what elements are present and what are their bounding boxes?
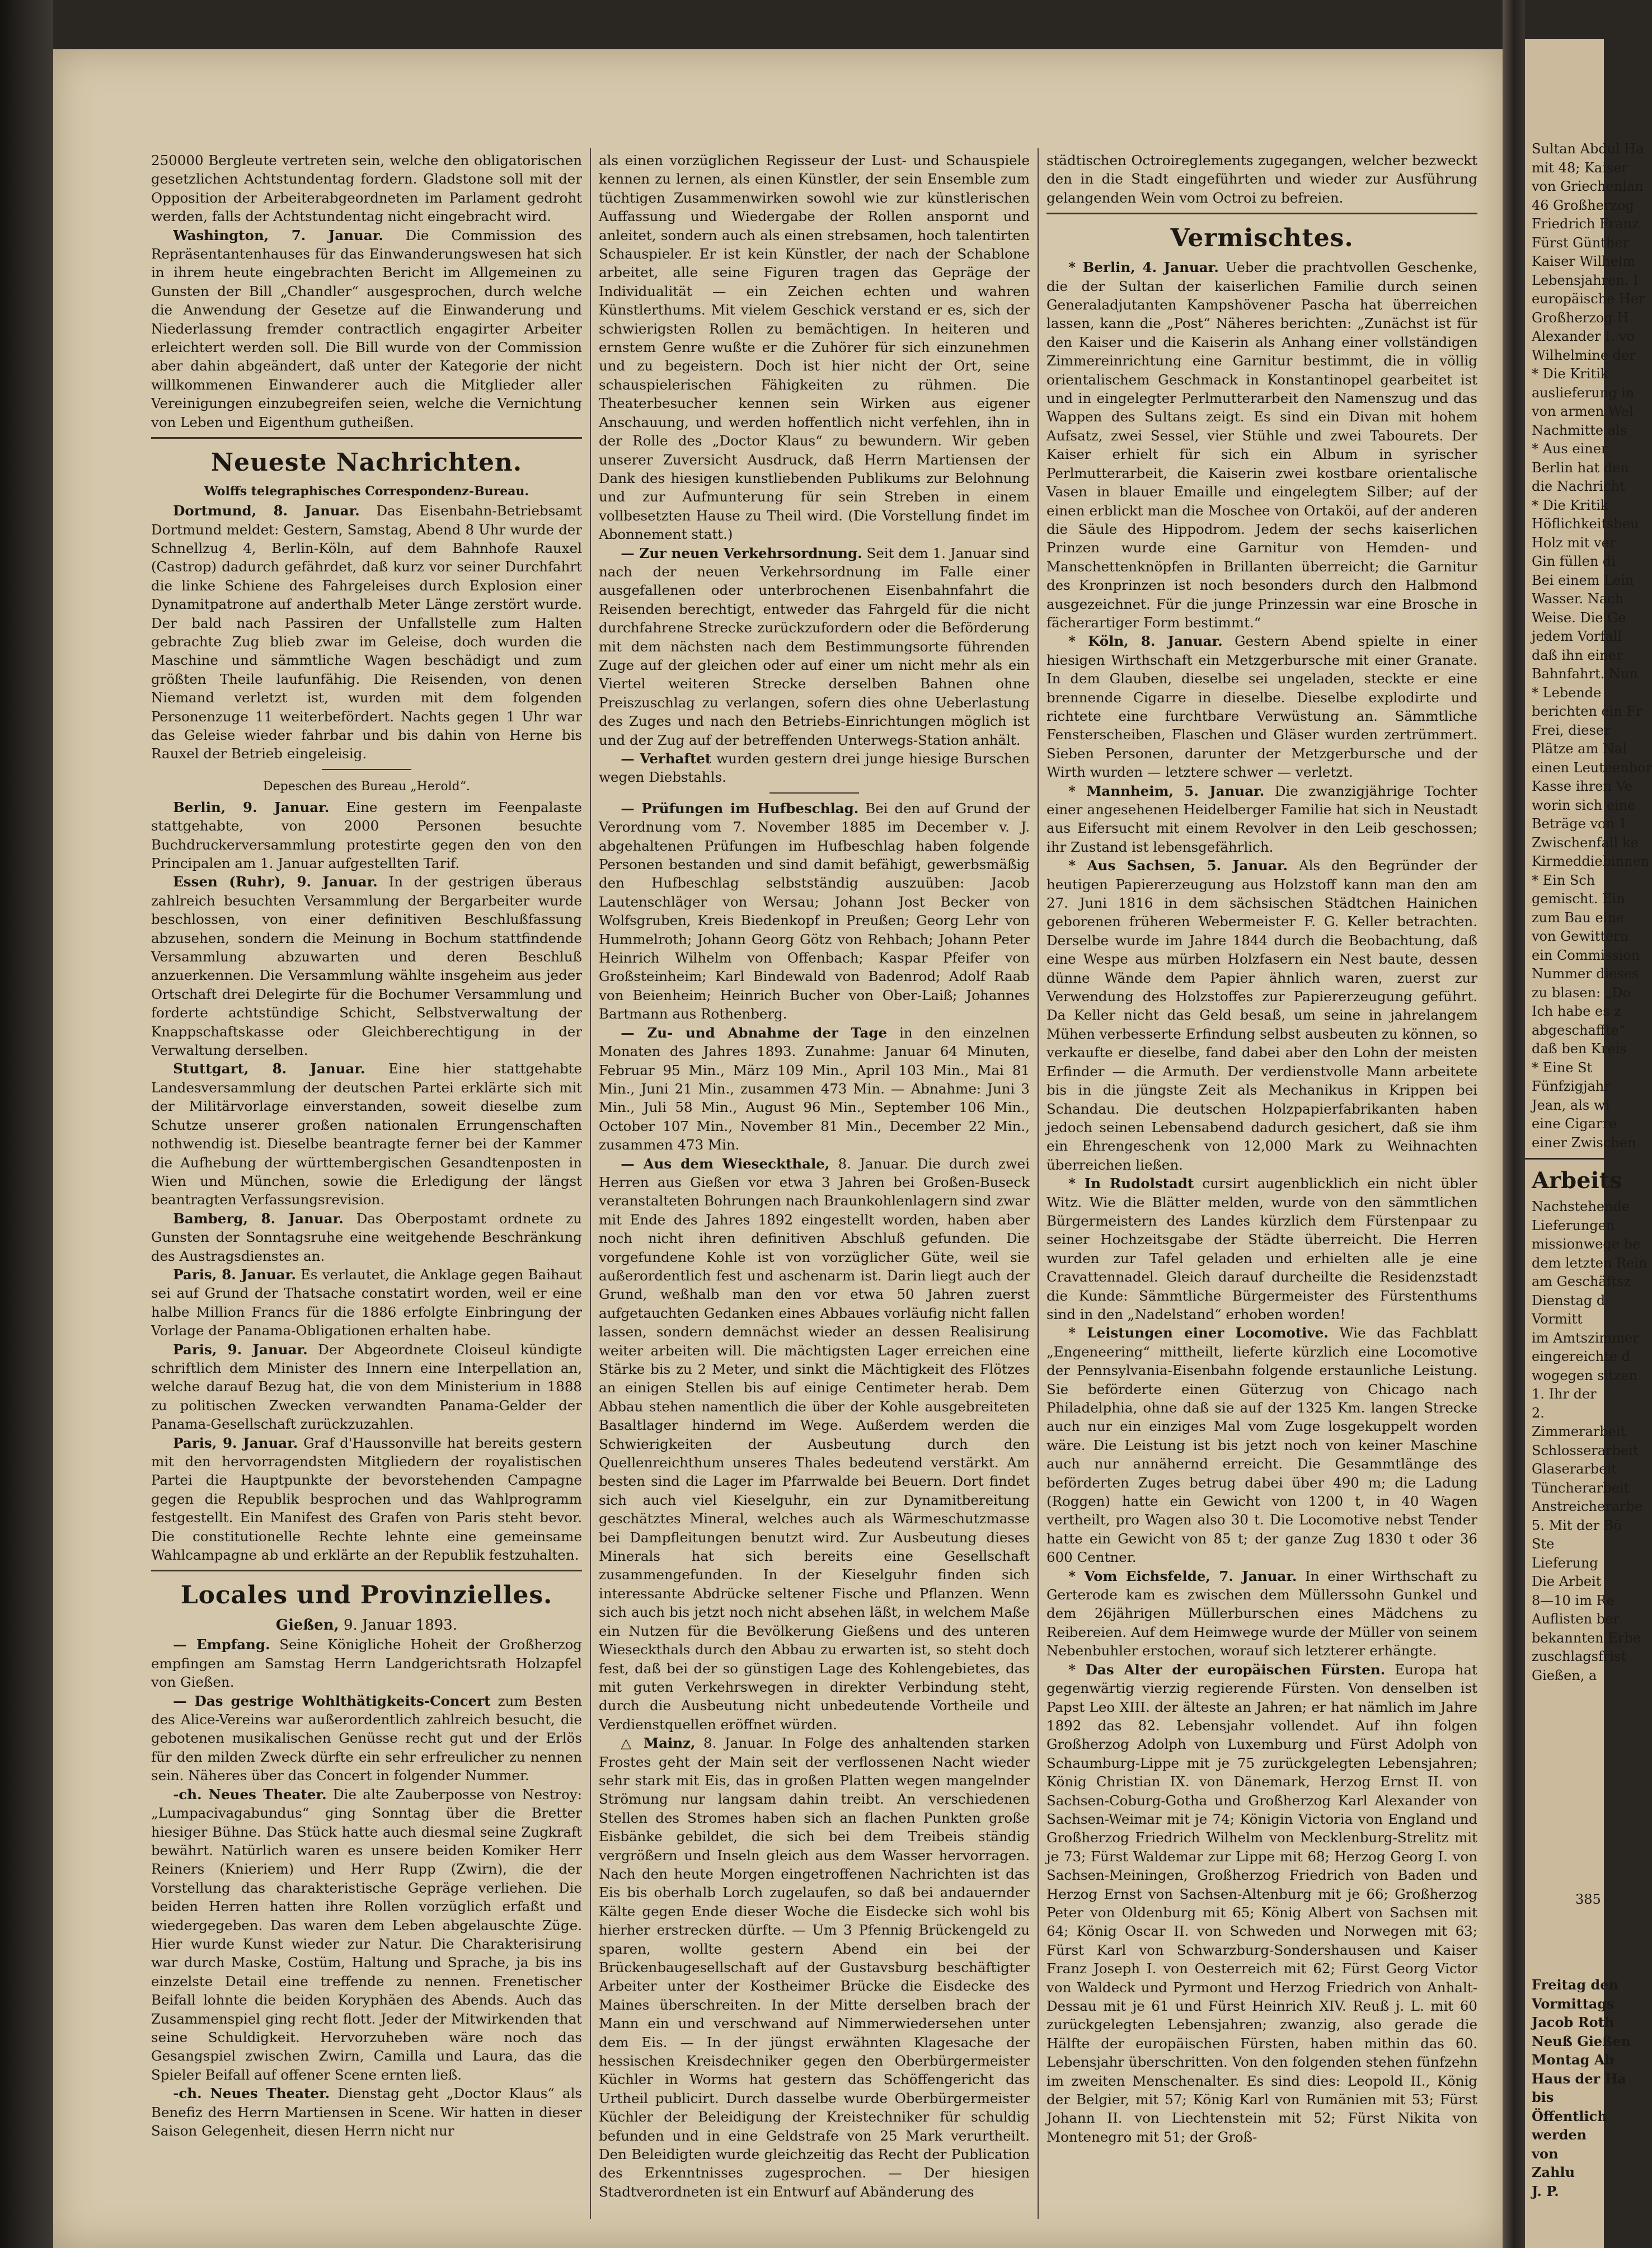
next-page-line: Haus der Ha <box>1532 2070 1626 2087</box>
section-rule <box>1046 213 1477 214</box>
article-head: * Köln, 8. Januar. <box>1068 633 1223 650</box>
section-title-local: Locales und Provinzielles. <box>180 1581 553 1610</box>
next-page-line: worin sich eine <box>1532 797 1636 813</box>
article-verhaftet <box>599 749 1030 787</box>
next-page-line: Holz mit ver <box>1532 534 1616 551</box>
article-paris-3 <box>151 1434 582 1565</box>
next-page-line: bis <box>1532 2089 1554 2105</box>
next-page-line: Zahlu <box>1532 2164 1575 2180</box>
article-verkehr <box>599 544 1030 749</box>
next-page-line: Wilhelmine der <box>1532 347 1636 363</box>
next-page-line: am Geschäftsz <box>1532 1274 1631 1289</box>
article-fuersten <box>1046 1660 1477 2147</box>
article-paragraph: als einen vorzüglichen Regisseur der Lust- und Schauspiele kennen zu lernen, als einen Künstler, der sein Ensemble zum tüchtigen Zusammenwirken sowohl wie zur künstlerischen Auffassung und Wiedergabe der Rollen anspornt und anleitet, sondern auch als einen strebsamen, hoch talentirten Schauspieler. Er ist kein Künstler, der nach der Schablone arbeitet, alle seine Figuren tragen das Gepräge der Individualität — ein Zeichen echten und wahren Künstlerthums. Mit vielem Geschick verstand er es, sich der schwierigsten Rollen zu bemächtigen. In heiteren und ernstem Genre wußte er die Zuhörer für sich einzunehmen und zu begeistern. Doch ist hier nicht der Ort, seine schauspielerischen Fähigkeiten zu rühmen. Die Theaterbesucher kennen sein Wirken aus eigener Anschauung, und werden hoffentlich nicht verfehlen, ihn in der Rolle des „Doctor Klaus“ zu bewundern. Wir geben unserer Zuversicht Ausdruck, daß Herrn Martiensen der Dank des hiesigen kunstliebenden Publikums zur Belohnung und zur Aufmunterung für sein Streben in einem vollbesetzten Hause zu Theil wird. (Die Vorstellung findet im Abonnement statt.) <box>599 152 1030 543</box>
article-head: — Zur neuen Verkehrsordnung. <box>621 545 862 561</box>
next-page-line: Lieferung <box>1532 1555 1598 1571</box>
section-title-misc: Vermischtes. <box>1170 224 1354 253</box>
next-page-line: Frei, dieser <box>1532 722 1611 738</box>
next-page-line: Nachstehende <box>1532 1199 1630 1214</box>
next-page-line: zu blasen: „Do <box>1532 984 1631 1001</box>
section-rule <box>151 437 582 439</box>
article-head: * In Rudolstadt <box>1068 1175 1194 1192</box>
article-head: — Prüfungen im Hufbeschlag. <box>621 800 859 816</box>
dateline-place: Gießen, <box>275 1617 339 1634</box>
article-head: — Aus dem Wieseckthale, <box>621 1155 830 1172</box>
next-page-line: Ste <box>1532 1536 1555 1552</box>
next-page-line: Weise. Die Ge <box>1532 609 1626 626</box>
page-gutter <box>1503 0 1525 2248</box>
next-page-line: Wasser. Nach <box>1532 591 1624 607</box>
next-page-line: 8—10 im Re <box>1532 1592 1615 1608</box>
column-rule <box>1038 148 1039 2219</box>
article-text: zum Besten des Alice-Vereins war außerordentlich zahlreich besucht, die gebotenen musikalischen Genüsse recht gut und der Erlös für den milden Zweck dürfte ein sehr erfreulicher zu nennen sein. Näheres über das Concert in folgender Nummer. <box>151 1692 582 1784</box>
next-page-line: * Ein Sch <box>1532 872 1595 888</box>
article-text: Seit dem 1. Januar sind nach der neuen Verkehrsordnung im Falle einer ausgefallenen oder unterbrochenen Eisenbahnfahrt die Reisenden berechtigt, entweder das Fahrgeld für die nicht durchfahrene Strecke zurückzufordern oder die Beförderung mit dem nächsten nach dem Bestimmungsorte führenden Zuge auf der gleichen oder auf einer um nicht mehr als ein Viertel weiteren Strecke derselben Bahnen ohne Preiszuschlag zu verlangen, sofern dies ohne Ueberlastung des Zuges und nach den Betriebs-Einrichtungen möglich ist und der Zug auf der betreffenden Unterwegs-Station anhält. <box>599 545 1030 748</box>
section-rule <box>151 1570 582 1571</box>
article-sachsen <box>1046 856 1477 1174</box>
next-page-line: berichten ein Fr <box>1532 703 1642 719</box>
article-text: In der gestrigen überaus zahlreich besuchten Versammlung der Bergarbeiter wurde beschlossen, von einer definitiven Beschlußfassung abzusehen, sondern die Meinung in Bochum stattfindende Versammlung abzuwarten und deren Beschluß anzuerkennen. Die Versammlung wählte insgeheim aus jeder Ortschaft drei Delegirte für die Bochumer Versammlung und forderte achtstündige Schicht, Selbstverwaltung der Knappschaftskasse oder Gleichberechtigung in der Verwaltung derselben. <box>151 874 582 1059</box>
next-page-line: einer Zwischen <box>1532 1134 1636 1151</box>
next-page-line: von Gewittern <box>1532 928 1629 944</box>
next-page-line: Gin füllen di <box>1532 553 1616 569</box>
next-page-line: europäische Her <box>1532 291 1645 307</box>
next-page-line: zuschlagsfrist <box>1532 1649 1626 1664</box>
next-page-line: von Griechenlan <box>1532 179 1644 194</box>
next-page-line: auslieferung in <box>1532 384 1635 401</box>
next-page-line: Kasse ihren Ve <box>1532 778 1632 794</box>
next-page-line: * Lebende <box>1532 684 1602 701</box>
next-page-line: Tüncherarbeit <box>1532 1480 1630 1496</box>
column-2 <box>599 151 1030 2216</box>
article-head: * Berlin, 4. Januar. <box>1068 259 1219 276</box>
next-page-fragments-bottom <box>1525 1198 1648 1685</box>
article-washington <box>151 226 582 431</box>
article-text: Es verlautet, die Anklage gegen Baihaut sei auf Grund der Thatsache constatirt worden, weil er eine halbe Million Francs für die 1886 erfolgte Einbringung der Vorlage der Panama-Obligationen erhalten habe. <box>151 1266 583 1339</box>
next-page-line: Anstreicherarbe <box>1532 1499 1643 1514</box>
column-3 <box>1046 151 1477 2216</box>
next-page-line: von armen Wel <box>1532 403 1634 419</box>
article-rudolstadt <box>1046 1174 1477 1324</box>
next-page-line: im Amtszimmer <box>1532 1330 1639 1346</box>
column-1 <box>151 151 582 2216</box>
next-page-line: * Aus einer <box>1532 441 1608 457</box>
next-page-line: Zwischenfall ke <box>1532 834 1639 851</box>
article-text: Der Abgeordnete Cloiseul kündigte schriftlich dem Minister des Innern eine Interpellation an, welche darauf Bezug hat, die von dem Ministerium in 1888 zu politischen Zwecken verwandten Panama-Gelder der Panama-Gesellschaft zurückzuzahlen. <box>151 1341 582 1433</box>
article-bamberg <box>151 1209 582 1265</box>
article-eichsfelde <box>1046 1567 1477 1660</box>
next-page-edge <box>1525 39 1652 2248</box>
article-head: — Verhaftet <box>621 750 712 767</box>
article-head: — Empfang. <box>173 1636 270 1653</box>
article-head: -ch. Neues Theater. <box>173 2085 330 2102</box>
next-page-line: Kirmeddiebinnen <box>1532 853 1650 869</box>
next-page-line: 46 Großherzog <box>1532 197 1634 213</box>
next-page-line: Beträge von 1 <box>1532 816 1627 832</box>
next-page-line: dem letzten Rein <box>1532 1255 1648 1271</box>
next-page-line: bekannten Erbe <box>1532 1630 1641 1646</box>
next-page-line: * Eine St <box>1532 1059 1593 1076</box>
article-tage <box>599 1024 1030 1154</box>
next-page-line: einen Leuteenbor <box>1532 759 1652 776</box>
next-page-line: Jean, als wi <box>1532 1097 1609 1113</box>
next-page-line: mit 48; Kaiser <box>1532 159 1628 176</box>
dateline-date: 9. Januar 1893. <box>344 1617 458 1634</box>
next-page-line: eine Cigarre <box>1532 1116 1617 1132</box>
article-berlin <box>151 798 582 873</box>
dateline-place: Essen (Ruhr), 9. Januar. <box>173 874 378 890</box>
article-text: in den einzelnen Monaten des Jahres 1893. Zunahme: Januar 64 Minuten, Februar 95 Min., März 109 Min., April 103 Min., Mai 81 Min., Juni 21 Min., zusammen 473 Min. — Abnahme: Juni 3 Min., Juli 58 Min., August 96 Min., September 106 Min., October 107 Min., November 81 Min., December 22 Min., zusammen 473 Min. <box>599 1024 1030 1153</box>
article-text: Bei den auf Grund der Verordnung vom 7. November 1885 im December v. J. abgehaltenen Prüfungen im Hufbeschlag haben folgende Personen bestanden und sind damit befähigt, gewerbsmäßig den Hufbeschlag selbstständig auszuüben: Jacob Lautenschläger von Wersau; Johann Jost Becker von Wolfsgruben, Kreis Biedenkopf in Preußen; Georg Lehr von Hummelroth; Johann Georg Götz von Rehbach; Johann Peter Heinrich Wilhelm von Offenbach; Kaspar Pfeifer von Großsteinheim; Karl Bindewald von Badenrod; Adolf Raab von Beienheim; Heinrich Bucher von Ober-Laiß; Johannes Bartmann aus Rothenberg. <box>599 800 1030 1022</box>
article-text: Gestern Abend spielte in einer hiesigen Wirthschaft ein Metzgerbursche mit einer Granate. In dem Glauben, dieselbe sei ungeladen, steckte er eine brennende Cigarre in dieselbe. Dieselbe explodirte und richtete eine furchtbare Verwüstung an. Sämmtliche Fensterscheiben, Flaschen und Gläser wurden zertrümmert. Sieben Personen, darunter der Metzgerbursche und der Wirth wurden — letztere schwer — verletzt. <box>1046 633 1477 781</box>
next-page-line: Bahnfahrt. Nun <box>1532 666 1638 682</box>
next-page-line: Plätze am Nal <box>1532 741 1627 757</box>
next-page-line: Glaserarbeit <box>1532 1461 1617 1477</box>
next-page-line: Kaiser Wilhelm <box>1532 254 1636 269</box>
article-head: -ch. Neues Theater. <box>173 1786 327 1803</box>
next-page-line: Schlosserarbeit <box>1532 1442 1639 1458</box>
article-text: Eine gestern im Feenpalaste stattgehabte, von 2000 Personen besuchte Buchdruckerversammlung protestirte gegen den von den Principalen am 1. Januar aufgestellten Tarif. <box>151 799 583 871</box>
next-page-line: gemischt. Ein <box>1532 891 1625 907</box>
next-page-line: J. P. <box>1532 2183 1559 2199</box>
next-page-line: Alexander I. vo <box>1532 328 1635 344</box>
article-head: * Leistungen einer Locomotive. <box>1068 1325 1329 1341</box>
article-berlin-gifts <box>1046 258 1477 632</box>
article-empfang <box>151 1635 582 1691</box>
next-page-fragments-footer <box>1525 1975 1631 2200</box>
next-page-line: ein Commission <box>1532 947 1640 963</box>
article-text: Dienstag geht „Doctor Klaus“ als Benefiz des Herrn Martiensen in Scene. Wir hatten in dieser Saison Gelegenheit, diesen Herrn nicht nur <box>151 2085 582 2139</box>
next-page-line: Montag Ab <box>1532 2052 1615 2068</box>
next-page-line: * Die Kritik <box>1532 366 1609 382</box>
article-text: Als den Begründer der heutigen Papiererzeugung aus Holzstoff kann man den am 27. Juni 1816 in dem sächsischen Städtchen Hainichen geborenen früheren Webermeister F. G. Keller betrachten. Derselbe wurde im Jahre 1844 durch die Beobachtung, daß eine Wespe aus mürben Holzfasern ein Nest baute, dessen dünne Wände dem Papier ähnlich waren, zuerst zur Verwendung des Holzstoffes zur Papiererzeugung geführt. Da Keller nicht das Geld besaß, um seine in jahrelangem Mühen verbesserte Erfindung selbst ausbeuten zu können, so verkaufte er dieselbe, fand dabei aber den Lohn der meisten Erfinder — die Armuth. Der verdienstvolle Mann arbeitete bis in die jüngste Zeit als Mechanikus in Krippen bei Schandau. Die deutschen Holzpapierfabrikanten haben jedoch seinen Lebensabend dadurch gesichert, daß sie ihm ein Ehrengeschenk von 12,000 Mark zu Weihnachten überreichen ließen. <box>1046 857 1477 1173</box>
article-head: — Das gestrige Wohlthätigkeits-Concert <box>173 1692 491 1709</box>
article-text: Wie das Fachblatt „Engeneering“ mittheilt, lieferte kürzlich eine Locomotive der Pennsylvania-Eisenbahn folgende erstaunliche Leistung. Sie beförderte einen Güterzug von Chicago nach Philadelphia, ohne daß sie auf der 1325 Km. langen Strecke auch nur ein einziges Mal vom Zuge losgekuppelt worden wäre. Die Leistung ist bis jetzt noch von keiner Maschine auch nur annähernd erreicht. Die Gesammtlänge des beförderten Zuges betrug dabei über 490 m; die Ladung (Roggen) hatte ein Gewicht von 1200 t, in 40 Wagen vertheilt, pro Wagen also 30 t. Die Locomotive nebst Tender hatte ein Gewicht von 85 t; der ganze Zug 1830 t oder 36 600 Centner. <box>1046 1325 1477 1566</box>
next-page-title: Arbeits <box>1525 1158 1604 1198</box>
next-page-line: 1. Ihr der <box>1532 1386 1597 1402</box>
article-head: * Vom Eichsfelde, 7. Januar. <box>1068 1568 1297 1584</box>
next-page-line: Jacob Roth <box>1532 2014 1615 2030</box>
next-page-line: Zimmerarbeit <box>1532 1424 1626 1439</box>
local-dateline <box>151 1615 582 1635</box>
next-page-line: daß ihn einer <box>1532 647 1623 663</box>
next-page-line: missionwege be <box>1532 1236 1641 1252</box>
article-concert <box>151 1692 582 1785</box>
next-page-line: Höflichkeitsbeu <box>1532 516 1639 532</box>
section-subtitle-wolff: Wolffs telegraphisches Correspondenz-Bureau. <box>204 484 529 499</box>
article-text: wurden gestern drei junge hiesige Burschen wegen Diebstahls. <box>599 750 1030 786</box>
dateline-place: Washington, 7. Januar. <box>173 227 383 243</box>
next-page-line: Berlin hat den <box>1532 459 1629 476</box>
article-koeln <box>1046 632 1477 781</box>
next-page-line: eingereichte d <box>1532 1349 1630 1364</box>
article-text: 8. Januar. Die durch zwei Herren aus Gießen vor etwa 3 Jahren bei Großen-Buseck veranstalteten Bohrungen nach Braunkohlenlagern sind zwar mit Ende des Jahres 1892 eingestellt worden, haben aber noch nicht ihren definitiven Abschluß gefunden. Die vorgefundene Kohle ist von vorzüglicher Güte, weil sie außerordentlich fest und aschenarm ist. Darin liegt auch der Grund, weßhalb man den vor etwa 50 Jahren zuerst aufgetauchten Gedanken eines Abbaues vorläufig nicht fallen lassen, sondern demnächst wieder an dessen Realisirung weiter arbeiten will. Die mächtigsten Lager erreichen eine Stärke bis zu 2 Meter, und sinkt die Mächtigkeit des Flötzes an einigen Stellen bis auf einige Centimeter herab. Dem Abbau stehen namentlich die über der Kohle ausgebreiteten Basaltlager hindernd im Wege. Außerdem werden die Schwierigkeiten der Ausbeutung durch den Quellenreichthum unseres Thales bedeutend verstärkt. Am besten sind die Lager im Pfarrwalde bei Beuern. Dort findet sich auch viel Kieselguhr, ein zur Dynamitbereitung geschätztes Mineral, welches auch als Wärmeschutzmasse bei Dampfleitungen benutzt wird. Zur Ausbeutung dieses Minerals hat sich bereits eine Gesellschaft zusammengefunden. In der Kieselguhr finden sich interessante Abdrücke seltener Fische und Pflanzen. Wenn sich auch bis jetzt noch nicht absehen läßt, in welchem Maße ein Nutzen für die Bevölkerung Gießens und des unteren Wieseckthals durch den Abbau zu erwarten ist, so steht doch fest, daß bei der so günstigen Lage des Kohlengebietes, das mit guten Verkehrswegen in direkter Verbindung steht, durch die Ausbeutung nicht unbedeutende Vortheile und Verdienstquellen eröffnet würden. <box>599 1155 1030 1733</box>
book-binding <box>0 0 53 2248</box>
article-head: * Aus Sachsen, 5. Januar. <box>1068 857 1288 874</box>
article-paris-2 <box>151 1340 582 1434</box>
next-page-line: Lebensjahren. I <box>1532 272 1639 288</box>
next-page-line: Neuß Gießen <box>1532 2033 1631 2049</box>
next-page-line: Nachmitte als <box>1532 422 1627 438</box>
column-rule <box>590 148 591 2219</box>
next-page-line: Dienstag d <box>1532 1292 1606 1308</box>
article-lokomotive <box>1046 1324 1477 1566</box>
article-dortmund <box>151 501 582 763</box>
article-head: * Mannheim, 5. Januar. <box>1068 782 1265 799</box>
dateline-place: Dortmund, 8. Januar. <box>173 503 360 519</box>
section-title-news: Neueste Nachrichten. <box>210 448 523 477</box>
article-text: In einer Wirthschaft zu Gerterode kam es zwischen dem Müllerssohn Gunkel und dem 26jährigen Müllerburschen eines Mädchens zu Reibereien. Auf dem Heimwege wurde der Müller von seinem Nebenbuhler erstochen, worauf sich letzterer erhängte. <box>1046 1568 1477 1659</box>
next-page-line: Gießen, a <box>1532 1667 1597 1683</box>
next-page-line: Lieferungen <box>1532 1217 1615 1233</box>
next-page-line: Friedrich Franz <box>1532 216 1639 232</box>
article-text: 8. Januar. In Folge des anhaltenden starken Frostes geht der Main seit der verflossenen Nacht wieder sehr stark mit Eis, das in großen Platten wegen mangelnder Strömung nur langsam dahin treibt. An verschiedenen Stellen des Stromes haben sich an flachen Punkten große Eisbänke gebildet, die sich bei dem Treibeis ständig vergrößern und Inseln gleich aus dem Wasser hervorragen. Nach den heute Morgen eingetroffenen Nachrichten ist das Eis bis oberhalb Lorch zugelaufen, so daß bei andauernder Kälte gegen Ende dieser Woche die Eisdecke sich wohl bis hierher erstrecken dürfte. — Um 3 Pfennig Brückengeld zu sparen, wollte gestern Abend ein bei der Brückenbaugesellschaft auf der Gustavsburg beschäftigter Arbeiter unter der Kostheimer Brücke die Eisdecke des Maines überschreiten. In der Mitte derselben brach der Mann ein und verschwand auf Nimmerwiedersehen unter dem Eis. — In der jüngst erwähnten Klagesache der hessischen Kreisdechniker gegen den Oberbürgermeister Küchler in Worms hat gestern das Schöffengericht das Urtheil publicirt. Durch dasselbe wurde Oberbürgermeister Küchler der Beleidigung der Kreistechniker für schuldig befunden und in eine Geldstrafe von 25 Mark verurtheilt. Den Beleidigten wurde gleichzeitig das Recht der Publication des Erkenntnisses zugesprochen. — Der hiesigen Stadtverordneten ist ein Entwurf auf Abänderung des <box>599 1735 1030 2200</box>
next-page-line: abgeschaffte“ <box>1532 1022 1626 1038</box>
next-page-line: Freitag den <box>1532 1977 1618 1993</box>
article-essen <box>151 872 582 1059</box>
page-number: 385 <box>1575 1892 1601 1907</box>
article-head: △ Mainz, <box>621 1735 696 1752</box>
article-paris-1 <box>151 1265 582 1340</box>
article-head: — Zu- und Abnahme der Tage <box>621 1024 888 1041</box>
article-hufbeschlag <box>599 799 1030 1024</box>
article-head: * Das Alter der europäischen Fürsten. <box>1068 1661 1386 1678</box>
article-mainz <box>599 1734 1030 2201</box>
dateline-place: Bamberg, 8. Januar. <box>173 1210 344 1227</box>
article-text: Die alte Zauberposse von Nestroy: „Lumpacivagabundus“ ging Sonntag über die Bretter hiesiger Bühne. Das Stück hatte auch diesmal seine Zugkraft bewährt. Natürlich waren es unsere beiden Komiker Herr Reiners (Knieriem) und Herr Rupp (Zwirn), die der Vorstellung das charakteristische Gepräge verliehen. Die beiden Herren hatten ihre Rollen vorzüglich erfaßt und wiedergegeben. Das waren dem Leben abgelauschte Züge. Hier wurde Kunst wieder zur Natur. Die Charakterisirung war durch Maske, Costüm, Haltung und Sprache, ja bis ins einzelste Detail eine treffende zu nennen. Frenetischer Beifall lohnte die beiden Koryphäen des Abends. Auch das Zusammenspiel ging recht flott. Jeder der Mitwirkenden that seine Schuldigkeit. Hervorzuheben wäre noch das Gesangspiel zwischen Zwirn, Camilla und Laura, das die Spieler Beifall auf offener Scene ernten ließ. <box>151 1786 582 2083</box>
article-paragraph: 250000 Bergleute vertreten sein, welche den obligatorischen gesetzlichen Achtstundentag fordern. Gladstone soll mit der Opposition der Arbeiterabgeordneten im Parlament gedroht werden, falls der Achtstundentag nicht eingebracht wird. <box>151 152 582 225</box>
next-page-line: Ich habe es z <box>1532 1003 1621 1019</box>
next-page-line: die Nachricht <box>1532 478 1625 494</box>
next-page-line: Fünfzigjahr <box>1532 1078 1611 1094</box>
dateline-place: Paris, 8. Januar. <box>173 1266 296 1283</box>
next-page-fragments-top <box>1525 39 1652 1152</box>
next-page-line: 5. Mit der Bö <box>1532 1517 1622 1533</box>
next-page-line: Fürst Günther <box>1532 234 1630 251</box>
article-theater-1 <box>151 1785 582 2085</box>
divider <box>769 792 859 794</box>
article-text: Seine Königliche Hoheit der Großherzog empfingen am Samstag Herrn Landgerichtsrath Holzapfel von Gießen. <box>151 1636 582 1691</box>
article-stuttgart <box>151 1059 582 1209</box>
article-text: Ueber die prachtvollen Geschenke, die der Sultan der kaiserlichen Familie durch seinen Generaladjutanten Kampshövener Pascha hat überreichen lassen, kann die „Post“ Näheres berichten: „Zunächst ist für den Kaiser und die Kaiserin als Anhang einer vollständigen Zimmereinrichtung eine Garnitur bestimmt, die in völlig orientalischem Geschmack in Konstantinopel gearbeitet ist und in eingelegter Perlmutterarbeit den Namenszug und das Wappen des Sultans zeigt. Es sind ein Divan mit hohem Aufsatz, zwei Sessel, vier Stühle und zwei Tabourets. Der Kaiser erhielt für sich ein Album in syrischer Perlmutterarbeit, die Kaiserin zwei kostbare orientalische Vasen in blauer Emaille und eingelegtem Silber; auf der einen erblickt man die Moschee von Ortaköi, auf der anderen die Säule des Hippodrom. Jedem der sechs kaiserlichen Prinzen wurde eine Garnitur von Hemden- und Manschettenknöpfen in Brillanten überreicht; die Garnitur des Kronprinzen ist noch besonders durch den Halbmond ausgezeichnet. Für die junge Prinzessin war eine Brosche in fächerartiger Form bestimmt.“ <box>1046 259 1477 631</box>
next-page-line: von <box>1532 2145 1559 2162</box>
next-page-line: werden <box>1532 2127 1587 2143</box>
article-text: Eine hier stattgehabte Landesversammlung der deutschen Partei erklärte sich mit der Militärvorlage einverstanden, soweit dieselbe zum Schutze unserer großen nationalen Errungenschaften nothwendig ist. Dieselbe beantragte ferner bei der Kammer die Aufhebung der württembergischen Gesandtenposten in Wien und München, sowie die Erledigung der längst beantragten Verfassungsrevision. <box>151 1060 582 1208</box>
next-page-line: Vormittags <box>1532 1995 1615 2012</box>
divider <box>322 769 411 770</box>
next-page-line: zum Bau eine <box>1532 909 1625 926</box>
next-page-line: Öffentlich <box>1532 2108 1607 2124</box>
dateline-place: Paris, 9. Januar. <box>173 1341 308 1358</box>
next-page-line: Die Arbeit <box>1532 1574 1602 1589</box>
article-text: Das Eisenbahn-Betriebsamt Dortmund meldet: Gestern, Samstag, Abend 8 Uhr wurde der Schnellzug 4, Berlin-Köln, auf dem Bahnhofe Rauxel (Castrop) dadurch gefährdet, daß kurz vor seiner Durchfahrt die linke Schiene des Fahrgeleises durch Explosion einer Dynamitpatrone auf anderthalb Meter Länge zerstört wurde. Der bald nach Passiren der Unfallstelle zum Halten gebrachte Zug blieb zwar im Geleise, doch wurden die Maschine und sämmtliche Wagen beschädigt und zum größten Theile laufunfähig. Die Reisenden, von denen Niemand verletzt ist, wurden mit dem folgenden Personenzuge 11 weiterbefördert. Nachts gegen 1 Uhr war das Geleise wieder fahrbar und bis dahin von Herne bis Rauxel der Betrieb eingeleisig. <box>151 503 582 762</box>
dateline-place: Berlin, 9. Januar. <box>173 799 330 815</box>
article-mannheim <box>1046 782 1477 857</box>
next-page-line: Nummer dieses <box>1532 966 1639 982</box>
next-page-line: 2. <box>1532 1405 1545 1421</box>
next-page-line: * Die Kritik <box>1532 497 1609 513</box>
next-page-line: jedem Vorfall <box>1532 628 1622 644</box>
article-paragraph: städtischen Octroireglements zugegangen, welcher bezweckt den in die Stadt eingeführten und wieder zur Ausführung gelangenden Wein vom Octroi zu befreien. <box>1046 152 1477 206</box>
article-text: Die Commission des Repräsentantenhauses für das Einwanderungswesen hat sich in ihrem heute eingebrachten Bericht im Allgemeinen zu Gunsten der Bill „Chandler“ ausgesprochen, durch welche die Anwendung der Gesetze auf die Einwanderung und Niederlassung fremder contractlich engagirter Arbeiter erleichtert werden soll. Die Bill wurde von der Commission aber dahin abgeändert, daß unter der Kategorie der nicht willkommenen Einwanderer auch die Mitglieder aller Vereinigungen einzubegreifen seien, welche die Vernichtung von Leben und Eigenthum gutheißen. <box>151 227 582 430</box>
article-text: Die zwanzigjährige Tochter einer angesehenen Heidelberger Familie hat sich in Neustadt aus Eifersucht mit einem Revolver in den Leib geschossen; ihr Zustand ist lebensgefährlich. <box>1046 782 1477 855</box>
article-text: Graf d'Haussonville hat bereits gestern mit den hervorragendsten Mitgliedern der royalistischen Partei die Hauptpunkte der bevorstehenden Campagne gegen die Republik besprochen und das Wahlprogramm festgestellt. Ein Manifest des Grafen von Paris steht bevor. Die constitutionelle Rechte lehnte eine gemeinsame Wahlcampagne ab und erklärte an der Republik festzuhalten. <box>151 1434 582 1564</box>
article-text: Europa hat gegenwärtig vierzig regierende Fürsten. Von denselben ist Papst Leo XIII. der älteste an Jahren; er hat nämlich im Jahre 1892 das 82. Lebensjahr vollendet. Auf ihn folgen Großherzog Adolph von Luxemburg und Fürst Adolph von Schaumburg-Lippe mit je 75 zurückgelegten Lebensjahren; König Christian IX. von Dänemark, Herzog Ernst II. von Sachsen-Coburg-Gotha und Großherzog Karl Alexander von Sachsen-Weimar mit je 74; Königin Victoria von England und Großherzog Friedrich Wilhelm von Mecklenburg-Strelitz mit je 73; Fürst Waldemar zur Lippe mit 68; Herzog Georg I. von Sachsen-Meiningen, Großherzog Friedrich von Baden und Herzog Ernst von Sachsen-Altenburg mit je 66; Großherzog Peter von Oldenburg mit 65; König Albert von Sachsen mit 64; König Oscar II. von Schweden und Norwegen mit 63; Fürst Karl von Schwarzburg-Sondershausen und Kaiser Franz Joseph I. von Oesterreich mit 62; Fürst Georg Victor von Waldeck und Pyrmont und Herzog Friedrich von Anhalt-Dessau mit je 61 und Fürst Heinrich XIV. Reuß j. L. mit 60 zurückgelegten Lebensjahren; zwanzig, also gerade die Hälfte der europäischen Fürsten, haben mithin das 60. Lebensjahr überschritten. Von den folgenden stehen fünfzehn im zweiten Menschenalter. Es sind dies: Leopold II., König der Belgier, mit 57; König Karl von Rumänien mit 53; Fürst Johann II. von Liechtenstein mit 52; Fürst Nikita von Montenegro mit 51; der Groß- <box>1046 1661 1477 2145</box>
dateline-place: Paris, 9. Januar. <box>173 1434 298 1451</box>
article-text: cursirt augenblicklich ein nicht übler Witz. Wie die Blätter melden, wurde von den sämmtlichen Bürgermeistern des Landes kürzlich dem Fürstenpaar zu seiner Hochzeitsgabe der Städte überreicht. Die Herren wurden zur Tafel geladen und erhielten alle je eine Cravattennadel. Gleich darauf durcheilte die Residenzstadt die Kunde: Sämmtliche Bürgermeister des Fürstenthums sind in den „Nadelstand“ erhoben worden! <box>1046 1175 1477 1322</box>
next-page-line: wogegen sitzen <box>1532 1367 1638 1383</box>
article-theater-2 <box>151 2084 582 2140</box>
dateline-place: Stuttgart, 8. Januar. <box>173 1060 365 1077</box>
subsection-title-herold: Depeschen des Bureau „Herold“. <box>263 779 470 794</box>
next-page-line: Großherzog H <box>1532 309 1629 326</box>
next-page-line: Vormitt <box>1532 1311 1583 1327</box>
next-page-line: Auflisten ber <box>1532 1611 1620 1627</box>
article-wieseck <box>599 1154 1030 1734</box>
article-text: Das Oberpostamt ordnete zu Gunsten der Sonntagsruhe eine weitgehende Beschränkung des Austragsdienstes an. <box>151 1210 582 1264</box>
next-page-line: Bei einem Lein <box>1532 572 1634 588</box>
next-page-line: Sultan Abdul Ha <box>1532 141 1644 157</box>
next-page-line: daß ben Kreis <box>1532 1041 1627 1057</box>
